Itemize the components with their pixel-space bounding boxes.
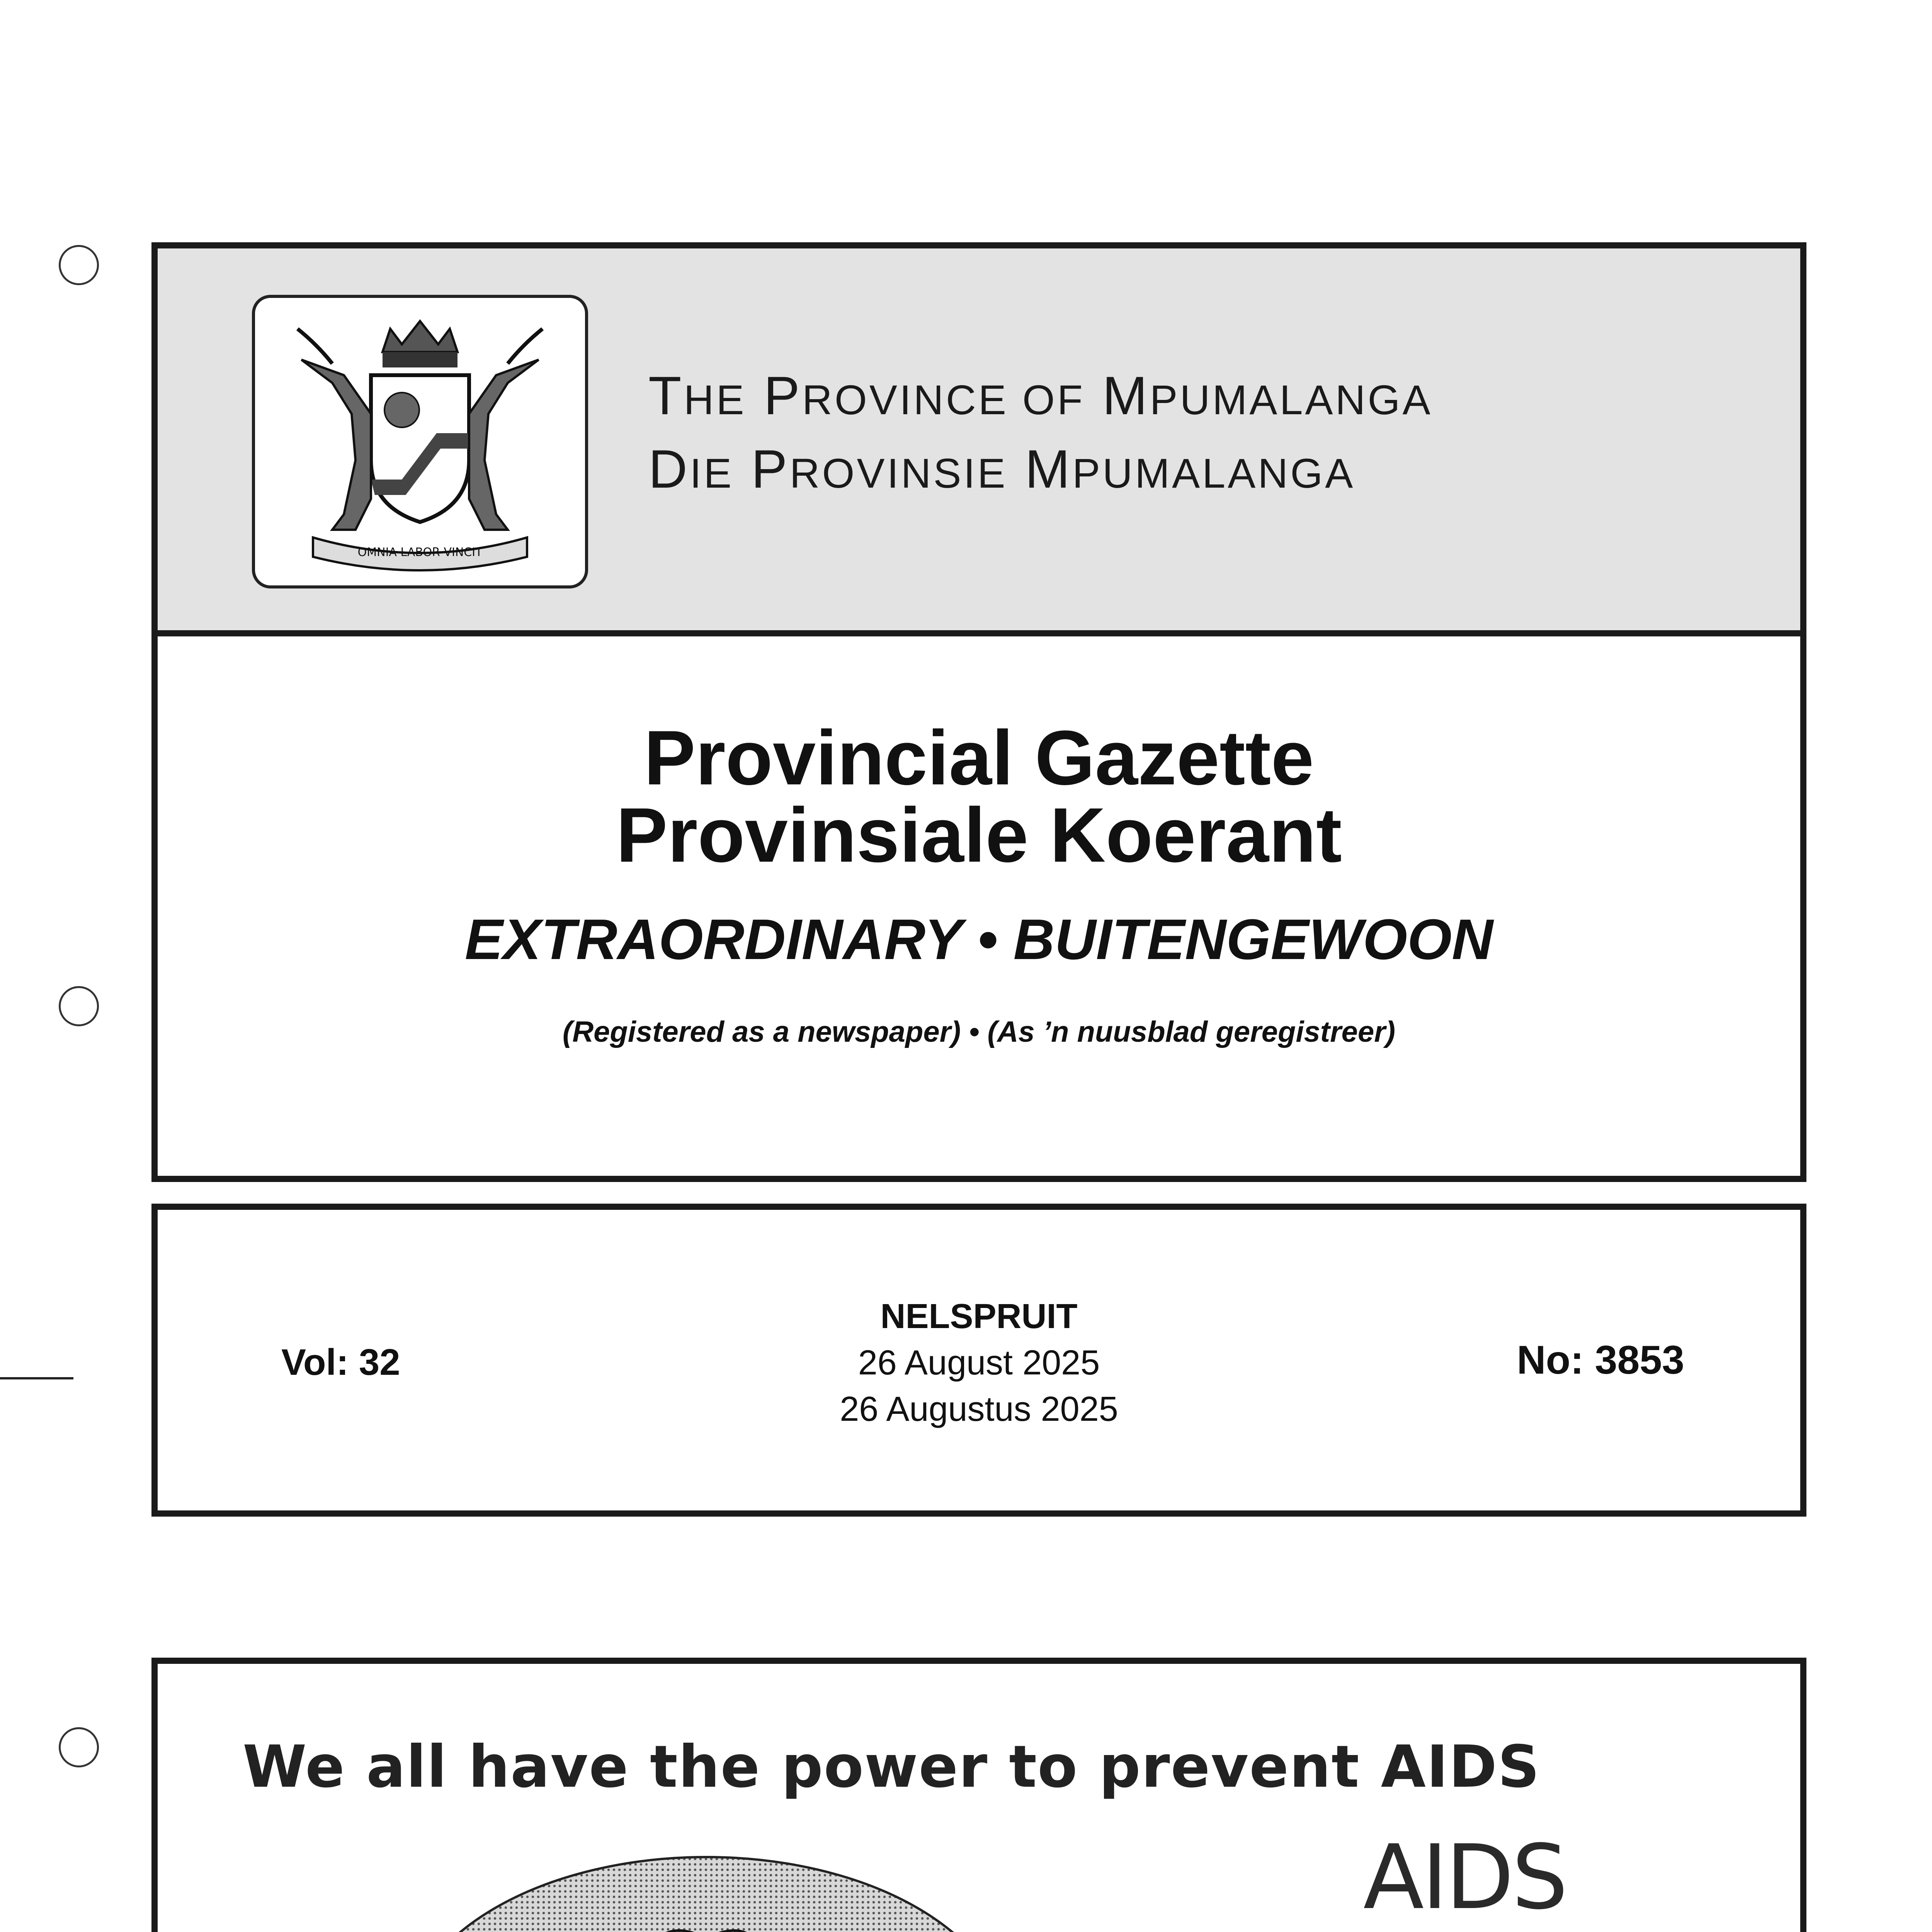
title-english: Provincial Gazette [644, 715, 1314, 801]
province-header [151, 242, 1806, 636]
province-name-afrikaans: DIE PROVINSIE MPUMALANGA [648, 439, 1355, 499]
edition-subtitle: EXTRAORDINARY • BUITENGEWOON [464, 908, 1493, 971]
crest-icon [255, 298, 585, 585]
title-afrikaans: Provinsiale Koerant [616, 792, 1342, 878]
province-name-english: THE PROVINCE OF MPUMALANGA [648, 365, 1433, 426]
awareness-ribbon-graphic [389, 1845, 1023, 1932]
punch-hole-2 [59, 986, 99, 1026]
registration-note: (Registered as a newspaper) • (As ’n nuusblad geregistreer) [562, 1015, 1396, 1048]
issue-date-english: 26 August 2025 [858, 1344, 1100, 1382]
issue-number: No: 3853 [1517, 1338, 1684, 1383]
fold-mark [0, 1377, 73, 1379]
publication-city: NELSPRUIT [880, 1297, 1078, 1336]
coat-of-arms [252, 295, 588, 588]
aids-helpline-heading: AIDS [1363, 1826, 1566, 1929]
punch-hole-1 [59, 245, 99, 285]
aids-headline: We all have the power to prevent AIDS [243, 1733, 1541, 1801]
aids-advert [151, 1658, 1806, 1932]
gazette-title-box [151, 630, 1806, 1182]
volume-number: Vol: 32 [281, 1342, 400, 1383]
svg-text:OMNIA LABOR VINCIT: OMNIA LABOR VINCIT [357, 546, 483, 559]
issue-date-afrikaans: 26 Augustus 2025 [840, 1390, 1118, 1429]
issue-info-box [151, 1204, 1806, 1517]
punch-hole-3 [59, 1727, 99, 1767]
